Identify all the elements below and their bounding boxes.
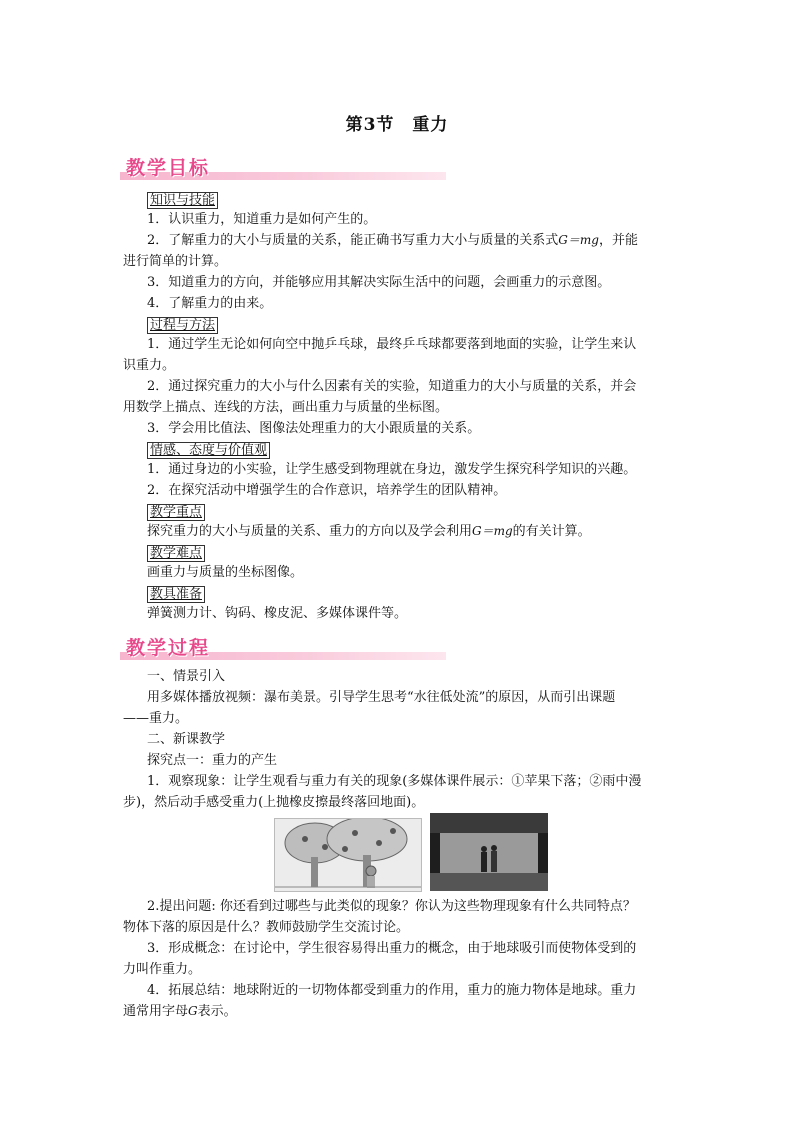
process-line: 1．观察现象：让学生观看与重力有关的现象(多媒体课件展示：①苹果下落；②雨中漫 bbox=[147, 774, 642, 789]
letter-g: G bbox=[188, 1004, 198, 1018]
section-banner-process bbox=[120, 632, 446, 662]
knowledge-item-2-cont: 进行简单的计算。 bbox=[123, 254, 228, 269]
process-line: 2.提出问题: 你还看到过哪些与此类似的现象？你认为这些物理现象有什么共同特点？ bbox=[147, 899, 636, 914]
process-line: 一、情景引入 bbox=[147, 669, 226, 684]
emotion-item-1: 1．通过身边的小实验，让学生感受到物理就在身边，激发学生探究科学知识的兴趣。 bbox=[147, 462, 637, 477]
knowledge-item-2: 2．了解重力的大小与质量的关系，能正确书写重力大小与质量的关系式G＝mg，并能 bbox=[147, 233, 638, 248]
banner-label: 教学目标 bbox=[126, 157, 211, 179]
process-line: ——重力。 bbox=[123, 711, 189, 726]
page-title: 第3节 重力 bbox=[345, 115, 449, 135]
knowledge-item-3: 3．知道重力的方向，并能够应用其解决实际生活中的问题，会画重力的示意图。 bbox=[147, 275, 611, 290]
formula-g-mg: G＝mg bbox=[558, 233, 599, 247]
emotion-item-2: 2．在探究活动中增强学生的合作意识，培养学生的团队精神。 bbox=[147, 483, 507, 498]
formula-g-mg: G＝mg bbox=[472, 524, 513, 538]
process-line: 步)，然后动手感受重力(上抛橡皮擦最终落回地面)。 bbox=[123, 795, 425, 810]
method-item-1: 1．通过学生无论如何向空中抛乒乓球，最终乒乓球都要落到地面的实验，让学生来认 bbox=[147, 337, 637, 352]
method-item-2-cont: 用数学上描点、连线的方法，画出重力与质量的坐标图。 bbox=[123, 400, 449, 415]
process-line: 二、新课教学 bbox=[147, 732, 226, 747]
subheading-key: 教学重点 bbox=[147, 504, 205, 521]
banner-label: 教学过程 bbox=[126, 637, 211, 659]
subheading-tools: 教具准备 bbox=[147, 586, 205, 603]
process-line: 探究点一：重力的产生 bbox=[147, 753, 278, 768]
process-line: 用多媒体播放视频：瀑布美景。引导学生思考“水往低处流”的原因，从而引出课题 bbox=[147, 690, 616, 705]
subheading-difficulty: 教学难点 bbox=[147, 545, 205, 562]
process-line: 力叫作重力。 bbox=[123, 962, 202, 977]
subheading-emotion: 情感、态度与价值观 bbox=[147, 442, 270, 459]
process-line: 通常用字母G表示。 bbox=[123, 1004, 237, 1019]
figures bbox=[274, 813, 554, 893]
knowledge-item-4: 4．了解重力的由来。 bbox=[147, 296, 273, 311]
apple-tree-image bbox=[274, 818, 422, 892]
process-line: 物体下落的原因是什么？教师鼓励学生交流讨论。 bbox=[123, 920, 410, 935]
key-text: 探究重力的大小与质量的关系、重力的方向以及学会利用G＝mg的有关计算。 bbox=[147, 524, 591, 539]
process-line: 3．形成概念：在讨论中，学生很容易得出重力的概念，由于地球吸引而使物体受到的 bbox=[147, 941, 637, 956]
difficulty-text: 画重力与质量的坐标图像。 bbox=[147, 565, 304, 580]
subheading-method: 过程与方法 bbox=[147, 317, 218, 334]
method-item-1-cont: 识重力。 bbox=[123, 358, 176, 373]
method-item-3: 3．学会用比值法、图像法处理重力的大小跟质量的关系。 bbox=[147, 421, 481, 436]
rain-walk-image bbox=[430, 813, 548, 891]
process-line: 4．拓展总结：地球附近的一切物体都受到重力的作用，重力的施力物体是地球。重力 bbox=[147, 983, 637, 998]
section-banner-goals bbox=[120, 152, 446, 182]
knowledge-item-1: 1．认识重力，知道重力是如何产生的。 bbox=[147, 212, 377, 227]
method-item-2: 2．通过探究重力的大小与什么因素有关的实验，知道重力的大小与质量的关系，并会 bbox=[147, 379, 637, 394]
subheading-knowledge: 知识与技能 bbox=[147, 192, 218, 209]
tools-text: 弹簧测力计、钩码、橡皮泥、多媒体课件等。 bbox=[147, 606, 408, 621]
